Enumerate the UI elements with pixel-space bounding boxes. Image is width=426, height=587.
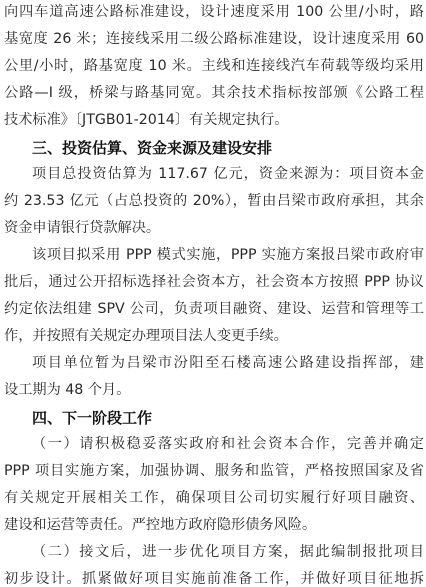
- text-line: 初步设计。抓紧做好项目实施前准备工作，并做好项目征地拆: [4, 571, 424, 587]
- section-heading: 四、下一阶段工作: [32, 409, 153, 427]
- text-line: 作，并按照有关规定办理项目法人变更手续。: [4, 328, 288, 344]
- text-line: 项目单位暂为吕梁市汾阳至石楼高速公路建设指挥部，建: [32, 355, 424, 371]
- text-line: 该项目拟采用 PPP 模式实施，PPP 实施方案报吕梁市政府审: [32, 247, 424, 263]
- text-line: 向四车道高速公路标准建设，设计速度采用 100 公里/小时，路: [4, 4, 424, 20]
- text-line: 项目总投资估算为 117.67 亿元，资金来源为：项目资本金: [32, 166, 424, 182]
- text-line: 公里/小时，路基宽度 10 米。主线和连接线汽车荷载等级均采用: [4, 58, 424, 74]
- text-line: 有关规定开展相关工作，确保项目公司切实履行好项目融资、: [4, 490, 424, 506]
- text-line: （一）请积极稳妥落实政府和社会资本合作，完善并确定: [32, 436, 424, 452]
- text-line: 建设和运营等责任。严控地方政府隐形债务风险。: [4, 517, 317, 533]
- text-line: 资金申请银行贷款解决。: [4, 220, 161, 236]
- text-line: （二）接文后，进一步优化项目方案，据此编制报批项目: [32, 544, 424, 560]
- text-line: 批后，通过公开招标选择社会资本方，社会资本方按照 PPP 协议: [4, 274, 424, 290]
- text-line: 技术标准》〔JTGB01-2014〕有关规定执行。: [4, 112, 289, 128]
- text-line: 公路—I 级，桥梁与路基同宽。其余技术指标按部颁《公路工程: [4, 85, 424, 101]
- text-line: 约定依法组建 SPV 公司，负责项目融资、建设、运营和管理等工: [4, 301, 424, 317]
- section-heading: 三、投资估算、资金来源及建设安排: [32, 139, 273, 157]
- text-line: 设工期为 48 个月。: [4, 382, 131, 398]
- text-line: 约 23.53 亿元（占总投资的 20%），暂由吕梁市政府承担，其余: [4, 193, 424, 209]
- text-line: 基宽度 26 米；连接线采用二级公路标准建设，设计速度采用 60: [4, 31, 424, 47]
- text-line: PPP 项目实施方案，加强协调、服务和监管，严格按照国家及省: [4, 463, 424, 479]
